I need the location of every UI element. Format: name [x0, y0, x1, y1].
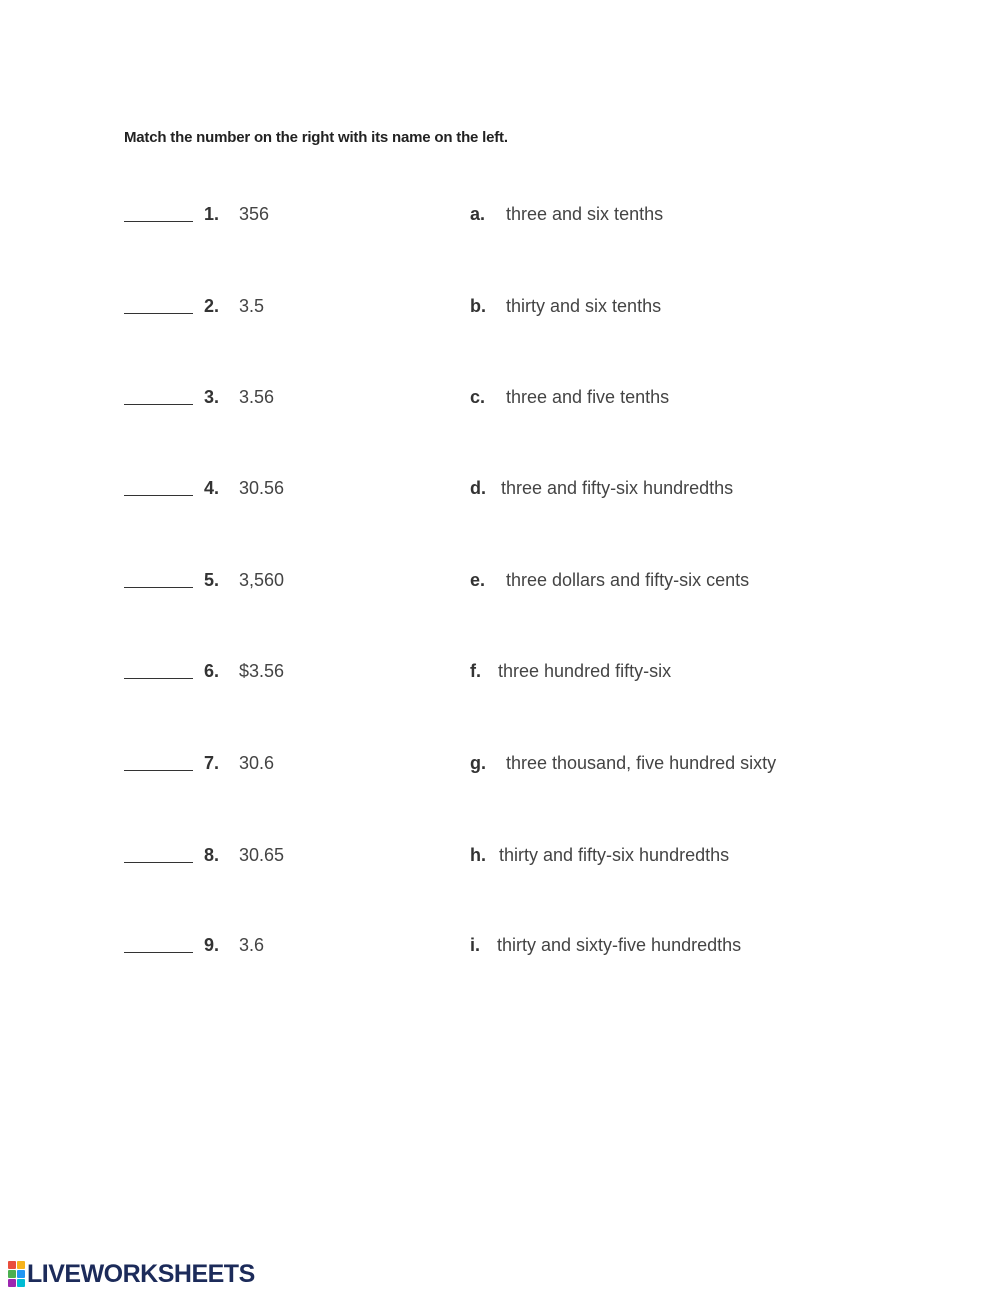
item-value-7: 30.6: [239, 753, 275, 773]
logo-block-3: [8, 1270, 16, 1278]
item-number-5: 5.: [204, 570, 220, 590]
answer-blank-5[interactable]: [124, 587, 193, 588]
option-letter-i: i.: [470, 935, 481, 955]
liveworksheets-logo: [8, 1259, 255, 1289]
match-row-1: [0, 204, 1000, 232]
match-row-7: [0, 753, 1000, 781]
item-number-8: 8.: [204, 845, 220, 865]
item-value-9: 3.6: [239, 935, 265, 955]
option-letter-e: e.: [470, 570, 486, 590]
item-value-6: $3.56: [239, 661, 285, 681]
option-letter-d: d.: [470, 478, 486, 498]
match-row-9: [0, 935, 1000, 963]
answer-blank-4[interactable]: [124, 495, 193, 496]
answer-blank-8[interactable]: [124, 862, 193, 863]
item-value-3: 3.56: [239, 387, 275, 407]
item-number-1: 1.: [204, 204, 220, 224]
option-letter-g: g.: [470, 753, 486, 773]
logo-block-6: [17, 1279, 25, 1287]
item-number-3: 3.: [204, 387, 220, 407]
match-row-5: [0, 570, 1000, 598]
answer-blank-9[interactable]: [124, 952, 193, 953]
option-name-b: thirty and six tenths: [506, 296, 662, 316]
item-number-4: 4.: [204, 478, 220, 498]
logo-block-1: [8, 1261, 16, 1269]
item-number-6: 6.: [204, 661, 220, 681]
logo-text: LIVEWORKSHEETS: [27, 1259, 255, 1288]
option-name-e: three dollars and fifty-six cents: [506, 570, 750, 590]
option-name-d: three and fifty-six hundredths: [501, 478, 734, 498]
match-row-2: [0, 296, 1000, 324]
option-letter-h: h.: [470, 845, 486, 865]
item-value-5: 3,560: [239, 570, 285, 590]
match-row-3: [0, 387, 1000, 415]
option-letter-b: b.: [470, 296, 486, 316]
match-row-6: [0, 661, 1000, 689]
logo-block-2: [17, 1261, 25, 1269]
option-name-f: three hundred fifty-six: [498, 661, 672, 681]
option-name-i: thirty and sixty-five hundredths: [497, 935, 742, 955]
option-letter-a: a.: [470, 204, 486, 224]
option-letter-f: f.: [470, 661, 481, 681]
match-row-4: [0, 478, 1000, 506]
option-name-c: three and five tenths: [506, 387, 670, 407]
item-number-9: 9.: [204, 935, 220, 955]
instructions: Match the number on the right with its name on the left.: [124, 129, 508, 146]
answer-blank-1[interactable]: [124, 221, 193, 222]
option-name-g: three thousand, five hundred sixty: [506, 753, 777, 773]
logo-block-5: [8, 1279, 16, 1287]
item-number-2: 2.: [204, 296, 220, 316]
item-value-2: 3.5: [239, 296, 265, 316]
match-row-8: [0, 845, 1000, 873]
logo-block-4: [17, 1270, 25, 1278]
item-number-7: 7.: [204, 753, 220, 773]
answer-blank-2[interactable]: [124, 313, 193, 314]
logo-blocks-icon: [8, 1261, 25, 1287]
option-name-h: thirty and fifty-six hundredths: [499, 845, 730, 865]
answer-blank-3[interactable]: [124, 404, 193, 405]
item-value-1: 356: [239, 204, 270, 224]
answer-blank-6[interactable]: [124, 678, 193, 679]
item-value-8: 30.65: [239, 845, 285, 865]
option-name-a: three and six tenths: [506, 204, 664, 224]
item-value-4: 30.56: [239, 478, 285, 498]
option-letter-c: c.: [470, 387, 486, 407]
answer-blank-7[interactable]: [124, 770, 193, 771]
